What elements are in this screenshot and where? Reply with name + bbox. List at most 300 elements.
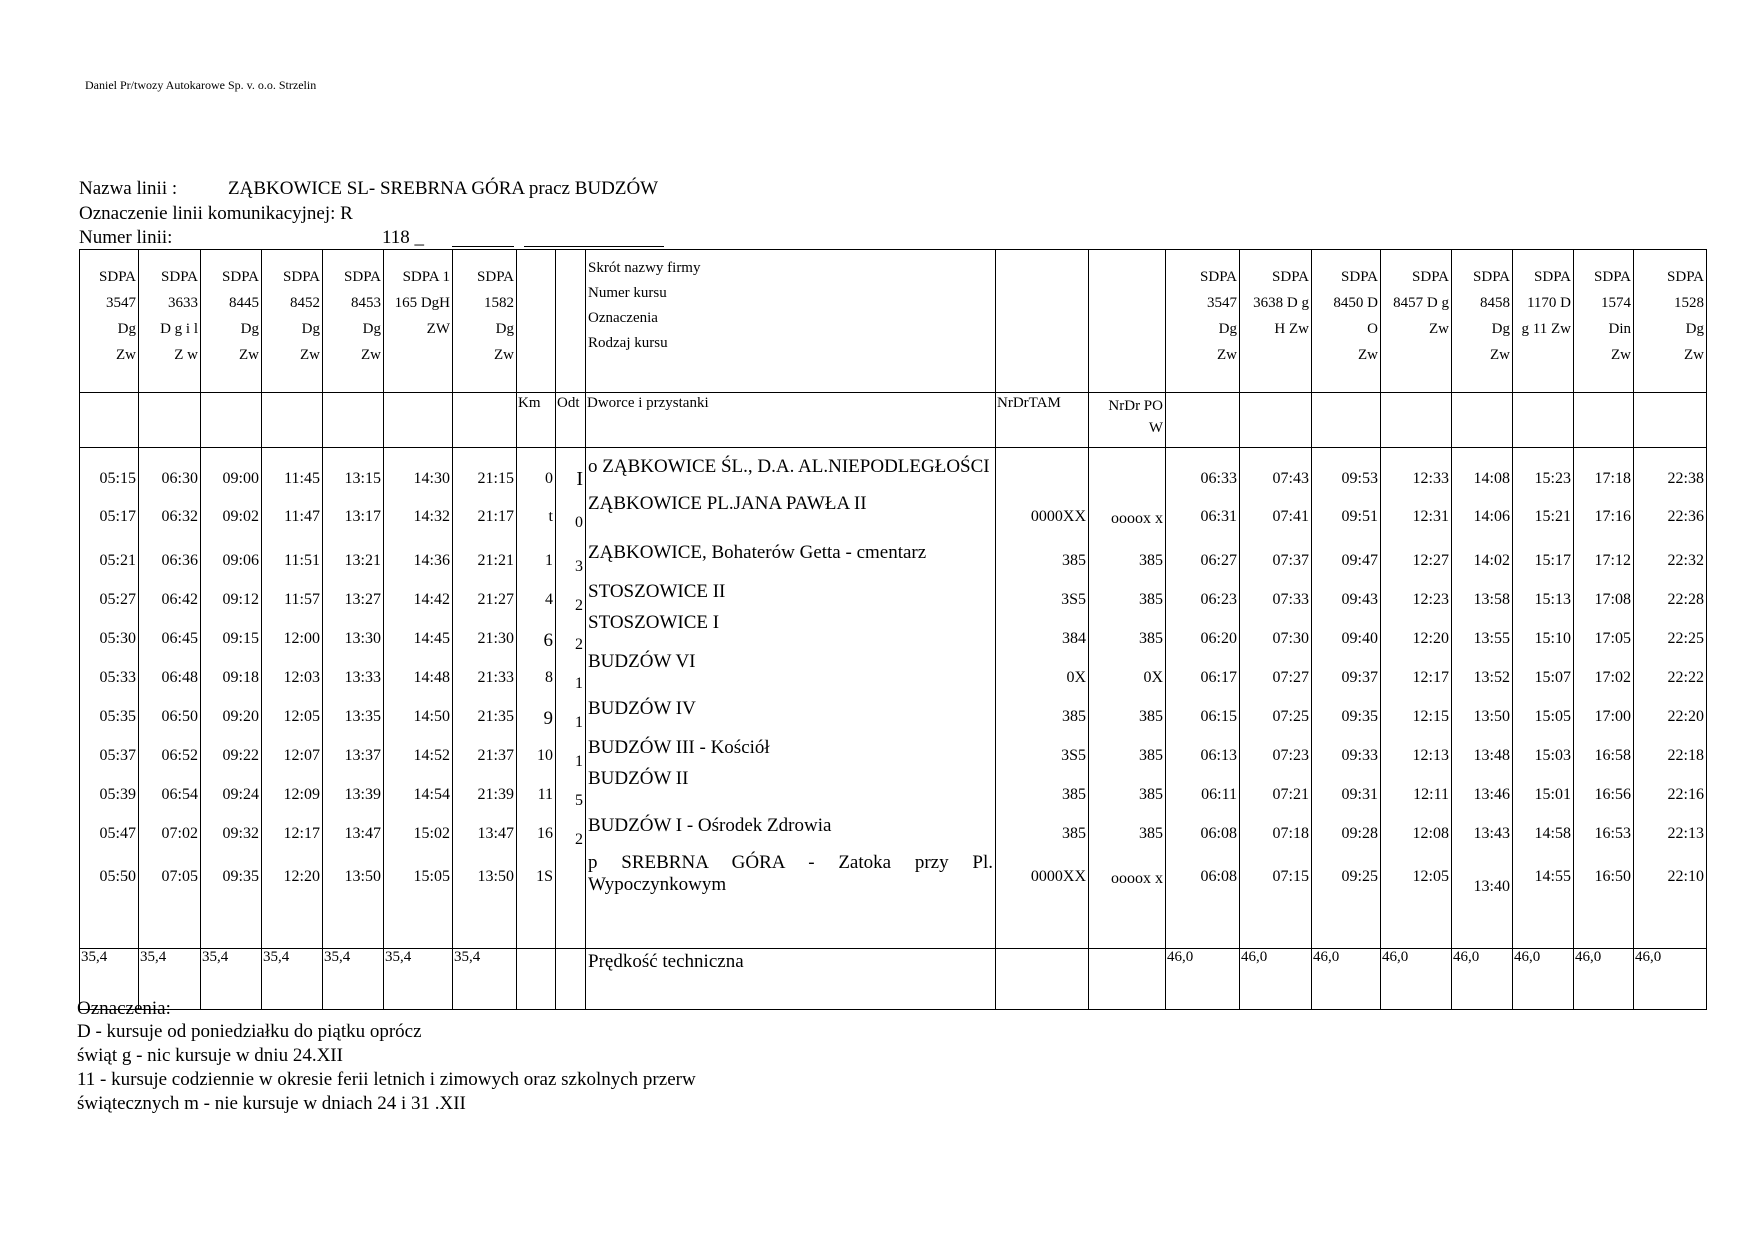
trip-header-line: SDPA <box>1412 269 1449 285</box>
departure-time: 22:28 <box>1667 591 1704 608</box>
departure-time: 16:50 <box>1594 868 1631 885</box>
speed-value: 35,4 <box>80 949 139 1010</box>
departure-time: 09:51 <box>1341 508 1378 525</box>
trip-header-line: Dg <box>117 321 136 337</box>
departure-time: 06:33 <box>1200 470 1237 487</box>
trip-header-cell <box>1240 250 1312 393</box>
trip-header-line: Zw <box>361 347 381 363</box>
trip-header-line: 8453 <box>351 295 381 311</box>
time-column <box>262 448 323 949</box>
nrdrpow-value: oooox x <box>1111 510 1163 527</box>
nrdrpow-value: 385 <box>1139 786 1163 803</box>
nrdrtam-value: 0000XX <box>1030 508 1086 525</box>
speed-label: Prędkość techniczna <box>586 949 996 1010</box>
time-column <box>453 448 517 949</box>
departure-time: 13:47 <box>344 825 381 842</box>
departure-time: 13:58 <box>1473 591 1510 608</box>
odt-column <box>556 448 586 949</box>
departure-time: 05:33 <box>99 669 136 686</box>
trip-header-line: SDPA <box>222 269 259 285</box>
departure-time: 13:17 <box>344 508 381 525</box>
time-column <box>201 448 262 949</box>
stop-name: BUDZÓW VI <box>588 651 696 672</box>
trip-header-line: Zw <box>1217 347 1237 363</box>
blank-cell <box>139 393 201 448</box>
speed-value: 35,4 <box>262 949 323 1010</box>
line-designation: Oznaczenie linii komunikacyjnej: R <box>79 203 353 224</box>
stop-name: BUDZÓW IV <box>588 698 696 719</box>
departure-time: 13:50 <box>477 868 514 885</box>
departure-time: 06:42 <box>161 591 198 608</box>
departure-time: 14:30 <box>413 470 450 487</box>
stop-name: STOSZOWICE I <box>588 612 720 633</box>
trip-header-line: D g i l <box>160 321 198 337</box>
departure-time: 13:55 <box>1473 630 1510 647</box>
trip-header-line: 1528 <box>1674 295 1704 311</box>
blank-cell <box>384 393 453 448</box>
departure-time: 09:12 <box>222 591 259 608</box>
trip-header-line: Zw <box>300 347 320 363</box>
departure-time: 05:37 <box>99 747 136 764</box>
departure-time: 21:39 <box>477 786 514 803</box>
departure-time: 13:48 <box>1473 747 1510 764</box>
blank-cell <box>1634 393 1707 448</box>
nrdrtam-value: 385 <box>1062 786 1086 803</box>
departure-time: 11:45 <box>284 470 320 487</box>
blank-cell <box>323 393 384 448</box>
blank-cell <box>1240 393 1312 448</box>
departure-time: 07:41 <box>1272 508 1309 525</box>
km-value: 4 <box>545 591 553 608</box>
nrdrtam-value: 3S5 <box>1061 747 1086 764</box>
odt-value: 1 <box>575 753 583 770</box>
departure-time: 05:39 <box>99 786 136 803</box>
trip-header-cell <box>80 250 139 393</box>
blank-cell <box>453 393 517 448</box>
trip-header-line: 8457 D g <box>1393 295 1449 311</box>
departure-time: 09:31 <box>1341 786 1378 803</box>
blank-cell <box>1166 393 1240 448</box>
trip-header-line: SDPA <box>1341 269 1378 285</box>
trip-header-line: g 11 Zw <box>1521 321 1571 337</box>
trip-header-cell <box>201 250 262 393</box>
trip-header-line: Zw <box>1429 321 1449 337</box>
departure-time: 21:15 <box>477 470 514 487</box>
departure-time: 09:22 <box>222 747 259 764</box>
km-value: 9 <box>543 708 553 729</box>
trip-header-line: 3638 D g <box>1253 295 1309 311</box>
departure-time: 09:24 <box>222 786 259 803</box>
departure-time: 14:48 <box>413 669 450 686</box>
time-column <box>323 448 384 949</box>
departure-time: 13:43 <box>1473 825 1510 842</box>
departure-time: 17:12 <box>1594 552 1631 569</box>
stop-name: ZĄBKOWICE, Bohaterów Getta - cmentarz <box>588 542 927 563</box>
departure-time: 12:00 <box>283 630 320 647</box>
blank-cell <box>1381 393 1452 448</box>
departure-time: 05:30 <box>99 630 136 647</box>
nrdrtam-value: 0X <box>1066 669 1086 686</box>
nrdrpow-value: 385 <box>1139 825 1163 842</box>
departure-time: 14:45 <box>413 630 450 647</box>
departure-time: 12:20 <box>1412 630 1449 647</box>
departure-time: 22:32 <box>1667 552 1704 569</box>
trip-header-line: Zw <box>1358 347 1378 363</box>
blank-cell <box>996 949 1089 1010</box>
trip-header-line: SDPA <box>99 269 136 285</box>
nrdrpow-header-blank <box>1089 250 1166 393</box>
trip-header-line: ZW <box>426 321 450 337</box>
departure-time: 22:38 <box>1667 470 1704 487</box>
firm-header-cell <box>586 250 996 393</box>
stop-name: p SREBRNA GÓRA - Zatoka przy Pl. Wypoczynkowym <box>588 852 993 895</box>
nrdrpow-label: NrDr PO W <box>1089 393 1166 448</box>
trip-header-line: 1582 <box>484 295 514 311</box>
departure-time: 22:10 <box>1667 868 1704 885</box>
blank-cell <box>262 393 323 448</box>
km-value: 11 <box>537 786 553 803</box>
speed-value: 35,4 <box>453 949 517 1010</box>
trip-header-line: Dg <box>362 321 381 337</box>
blank-cell <box>556 949 586 1010</box>
km-value: 16 <box>537 825 553 842</box>
blank-cell <box>201 393 262 448</box>
underline-blank <box>524 246 664 247</box>
departure-time: 07:25 <box>1272 708 1309 725</box>
trip-header-line: Dg <box>301 321 320 337</box>
departure-time: 09:20 <box>222 708 259 725</box>
departure-time: 13:21 <box>344 552 381 569</box>
speed-value: 46,0 <box>1574 949 1634 1010</box>
trip-header-cell <box>1312 250 1381 393</box>
speed-value: 46,0 <box>1381 949 1452 1010</box>
trip-header-cell <box>1381 250 1452 393</box>
departure-time: 15:13 <box>1534 591 1571 608</box>
departure-time: 13:52 <box>1473 669 1510 686</box>
departure-time: 22:22 <box>1667 669 1704 686</box>
nrdrpow-value: oooox x <box>1111 870 1163 887</box>
departure-time: 22:18 <box>1667 747 1704 764</box>
nrdrtam-header-blank <box>996 250 1089 393</box>
stop-name: BUDZÓW I - Ośrodek Zdrowia <box>588 815 832 836</box>
nrdrtam-column <box>996 448 1089 949</box>
legend-line: D - kursuje od poniedziałku do piątku oprócz <box>77 1021 422 1042</box>
departure-time: 06:45 <box>161 630 198 647</box>
firm-header-line: Numer kursu <box>588 285 667 301</box>
nrdrpow-column <box>1089 448 1166 949</box>
trip-header-cell <box>262 250 323 393</box>
blank-cell <box>1513 393 1574 448</box>
trip-header-line: Zw <box>1611 347 1631 363</box>
departure-time: 06:08 <box>1200 868 1237 885</box>
departure-time: 17:18 <box>1594 470 1631 487</box>
departure-time: 07:30 <box>1272 630 1309 647</box>
departure-time: 06:48 <box>161 669 198 686</box>
trip-header-line: Din <box>1608 321 1631 337</box>
departure-time: 14:36 <box>413 552 450 569</box>
departure-time: 13:37 <box>344 747 381 764</box>
odt-value: 3 <box>575 558 583 575</box>
time-column <box>1634 448 1707 949</box>
departure-time: 14:42 <box>413 591 450 608</box>
stop-name: BUDZÓW II <box>588 768 689 789</box>
departure-time: 12:27 <box>1412 552 1449 569</box>
time-column <box>1513 448 1574 949</box>
departure-time: 14:32 <box>413 508 450 525</box>
departure-time: 12:17 <box>1412 669 1449 686</box>
km-value: 1S <box>536 868 553 885</box>
trip-header-line: 3547 <box>106 295 136 311</box>
departure-time: 12:05 <box>1412 868 1449 885</box>
trip-header-cell <box>323 250 384 393</box>
departure-time: 07:21 <box>1272 786 1309 803</box>
departure-time: 15:01 <box>1534 786 1571 803</box>
departure-time: 15:10 <box>1534 630 1571 647</box>
underline-blank <box>452 246 514 247</box>
nrdrtam-value: 3S5 <box>1061 591 1086 608</box>
nrdrpow-value: 385 <box>1139 747 1163 764</box>
departure-time: 22:25 <box>1667 630 1704 647</box>
odt-label: Odt <box>556 393 586 448</box>
speed-value: 35,4 <box>323 949 384 1010</box>
odt-value: 2 <box>575 597 583 614</box>
departure-time: 06:08 <box>1200 825 1237 842</box>
odt-value: I <box>576 468 583 490</box>
departure-time: 09:37 <box>1341 669 1378 686</box>
blank-cell <box>1452 393 1513 448</box>
trip-header-line: SDPA <box>161 269 198 285</box>
nrdrtam-value: 384 <box>1062 630 1086 647</box>
departure-time: 09:15 <box>222 630 259 647</box>
departure-time: 14:06 <box>1473 508 1510 525</box>
trip-header-cell <box>1634 250 1707 393</box>
km-value: 0 <box>545 470 553 487</box>
trip-header-line: SDPA <box>283 269 320 285</box>
departure-time: 09:00 <box>222 470 259 487</box>
departure-time: 12:09 <box>283 786 320 803</box>
departure-time: 06:50 <box>161 708 198 725</box>
departure-time: 16:58 <box>1594 747 1631 764</box>
firm-header-line: Oznaczenia <box>588 310 658 326</box>
trip-header-line: SDPA <box>1272 269 1309 285</box>
departure-time: 09:53 <box>1341 470 1378 487</box>
trip-header-cell <box>1574 250 1634 393</box>
departure-time: 12:05 <box>283 708 320 725</box>
departure-time: 15:23 <box>1534 470 1571 487</box>
departure-time: 22:20 <box>1667 708 1704 725</box>
time-column <box>80 448 139 949</box>
legend-title: Oznaczenia: <box>77 998 171 1019</box>
blank-cell <box>1312 393 1381 448</box>
trip-header-line: 8458 <box>1480 295 1510 311</box>
departure-time: 06:52 <box>161 747 198 764</box>
trip-header-line: 8450 D <box>1333 295 1378 311</box>
nrdrtam-value: 385 <box>1062 708 1086 725</box>
line-name-label: Nazwa linii : <box>79 178 178 199</box>
departure-time: 07:15 <box>1272 868 1309 885</box>
trip-header-cell <box>139 250 201 393</box>
speed-value: 46,0 <box>1634 949 1707 1010</box>
blank-cell <box>80 393 139 448</box>
trip-header-line: Zw <box>494 347 514 363</box>
departure-time: 06:13 <box>1200 747 1237 764</box>
trip-header-line: SDPA <box>1667 269 1704 285</box>
km-value: t <box>548 508 553 525</box>
trip-header-line: Zw <box>116 347 136 363</box>
departure-time: 22:13 <box>1667 825 1704 842</box>
departure-time: 15:21 <box>1534 508 1571 525</box>
nrdrpow-value: 385 <box>1139 708 1163 725</box>
legend-line: świąt g - nic kursuje w dniu 24.XII <box>77 1045 343 1066</box>
departure-time: 12:03 <box>283 669 320 686</box>
departure-time: 13:46 <box>1473 786 1510 803</box>
departure-time: 21:17 <box>477 508 514 525</box>
departure-time: 15:02 <box>413 825 450 842</box>
departure-time: 07:23 <box>1272 747 1309 764</box>
stop-name: o ZĄBKOWICE ŚL., D.A. AL.NIEPODLEGŁOŚCI <box>588 456 990 477</box>
departure-time: 13:27 <box>344 591 381 608</box>
departure-time: 22:16 <box>1667 786 1704 803</box>
departure-time: 05:50 <box>99 868 136 885</box>
departure-time: 14:55 <box>1534 868 1571 885</box>
departure-time: 12:20 <box>283 868 320 885</box>
departure-time: 15:17 <box>1534 552 1571 569</box>
time-column <box>1240 448 1312 949</box>
departure-time: 09:02 <box>222 508 259 525</box>
trip-header-line: 1170 D <box>1526 295 1571 311</box>
trip-header-cell <box>1452 250 1513 393</box>
speed-value: 35,4 <box>139 949 201 1010</box>
stop-name: BUDZÓW III - Kościół <box>588 737 770 758</box>
departure-time: 07:05 <box>161 868 198 885</box>
departure-time: 16:56 <box>1594 786 1631 803</box>
blank-cell <box>517 949 556 1010</box>
nrdrpow-value: 385 <box>1139 591 1163 608</box>
trip-header-line: Zw <box>1684 347 1704 363</box>
departure-time: 09:40 <box>1341 630 1378 647</box>
departure-time: 11:57 <box>284 591 320 608</box>
km-value: 10 <box>537 747 553 764</box>
departure-time: 13:15 <box>344 470 381 487</box>
departure-time: 21:33 <box>477 669 514 686</box>
departure-time: 21:27 <box>477 591 514 608</box>
legend-line: 11 - kursuje codziennie w okresie ferii letnich i zimowych oraz szkolnych przerw <box>77 1069 696 1090</box>
departure-time: 16:53 <box>1594 825 1631 842</box>
departure-time: 15:03 <box>1534 747 1571 764</box>
trip-header-cell <box>453 250 517 393</box>
departure-time: 09:33 <box>1341 747 1378 764</box>
time-column <box>1452 448 1513 949</box>
company-name: Daniel Pr/twozy Autokarowe Sp. v. o.o. Strzelin <box>85 78 317 92</box>
departure-time: 12:08 <box>1412 825 1449 842</box>
nrdrpow-value: 0X <box>1143 669 1163 686</box>
departure-time: 07:43 <box>1272 470 1309 487</box>
departure-time: 13:39 <box>344 786 381 803</box>
departure-time: 05:47 <box>99 825 136 842</box>
legend-line: świątecznych m - nie kursuje w dniach 24 i 31 .XII <box>77 1093 466 1114</box>
departure-time: 14:52 <box>413 747 450 764</box>
departure-time: 13:50 <box>344 868 381 885</box>
departure-time: 07:18 <box>1272 825 1309 842</box>
time-column <box>384 448 453 949</box>
departure-time: 06:27 <box>1200 552 1237 569</box>
speed-value: 35,4 <box>384 949 453 1010</box>
nrdrpow-value: 385 <box>1139 630 1163 647</box>
departure-time: 09:06 <box>222 552 259 569</box>
departure-time: 09:47 <box>1341 552 1378 569</box>
departure-time: 05:15 <box>99 470 136 487</box>
odt-header-blank <box>556 250 586 393</box>
departure-time: 07:02 <box>161 825 198 842</box>
departure-time: 12:11 <box>1413 786 1449 803</box>
stops-label: Dworce i przystanki <box>586 393 996 448</box>
departure-time: 14:50 <box>413 708 450 725</box>
odt-value: 0 <box>575 514 583 531</box>
blank-cell <box>1574 393 1634 448</box>
time-column <box>1312 448 1381 949</box>
departure-time: 15:07 <box>1534 669 1571 686</box>
speed-value: 46,0 <box>1240 949 1312 1010</box>
departure-time: 09:43 <box>1341 591 1378 608</box>
nrdrtam-value: 385 <box>1062 825 1086 842</box>
time-column <box>1574 448 1634 949</box>
odt-value: 1 <box>575 714 583 731</box>
departure-time: 13:40 <box>1473 878 1510 895</box>
line-name: ZĄBKOWICE SL- SREBRNA GÓRA pracz BUDZÓW <box>228 178 659 199</box>
nrdrtam-value: 385 <box>1062 552 1086 569</box>
departure-time: 12:07 <box>283 747 320 764</box>
trip-header-line: 1574 <box>1601 295 1631 311</box>
stops-column <box>586 448 996 949</box>
km-column <box>517 448 556 949</box>
departure-time: 12:31 <box>1412 508 1449 525</box>
departure-time: 13:33 <box>344 669 381 686</box>
trip-header-cell <box>1513 250 1574 393</box>
trip-header-line: Zw <box>239 347 259 363</box>
trip-header-line: H Zw <box>1274 321 1309 337</box>
trip-header-line: O <box>1367 321 1378 337</box>
departure-time: 17:08 <box>1594 591 1631 608</box>
time-column <box>1166 448 1240 949</box>
trip-header-line: 165 DgH <box>394 295 450 311</box>
departure-time: 07:27 <box>1272 669 1309 686</box>
trip-header-line: Dg <box>1491 321 1510 337</box>
departure-time: 14:58 <box>1534 825 1571 842</box>
trip-header-line: 3633 <box>168 295 198 311</box>
departure-time: 11:47 <box>284 508 320 525</box>
timetable <box>79 249 1707 1010</box>
trip-header-cell <box>1166 250 1240 393</box>
departure-time: 13:50 <box>1473 708 1510 725</box>
speed-value: 46,0 <box>1166 949 1240 1010</box>
departure-time: 06:15 <box>1200 708 1237 725</box>
speed-value: 46,0 <box>1312 949 1381 1010</box>
km-value: 6 <box>543 630 553 651</box>
odt-value: 5 <box>575 792 583 809</box>
departure-time: 05:17 <box>99 508 136 525</box>
departure-time: 21:35 <box>477 708 514 725</box>
trip-header-line: 8452 <box>290 295 320 311</box>
nrdrtam-label: NrDrTAM <box>996 393 1089 448</box>
departure-time: 05:27 <box>99 591 136 608</box>
departure-time: 15:05 <box>1534 708 1571 725</box>
speed-value: 35,4 <box>201 949 262 1010</box>
speed-value: 46,0 <box>1513 949 1574 1010</box>
departure-time: 15:05 <box>413 868 450 885</box>
departure-time: 13:47 <box>477 825 514 842</box>
departure-time: 17:16 <box>1594 508 1631 525</box>
trip-header-line: 3547 <box>1207 295 1237 311</box>
